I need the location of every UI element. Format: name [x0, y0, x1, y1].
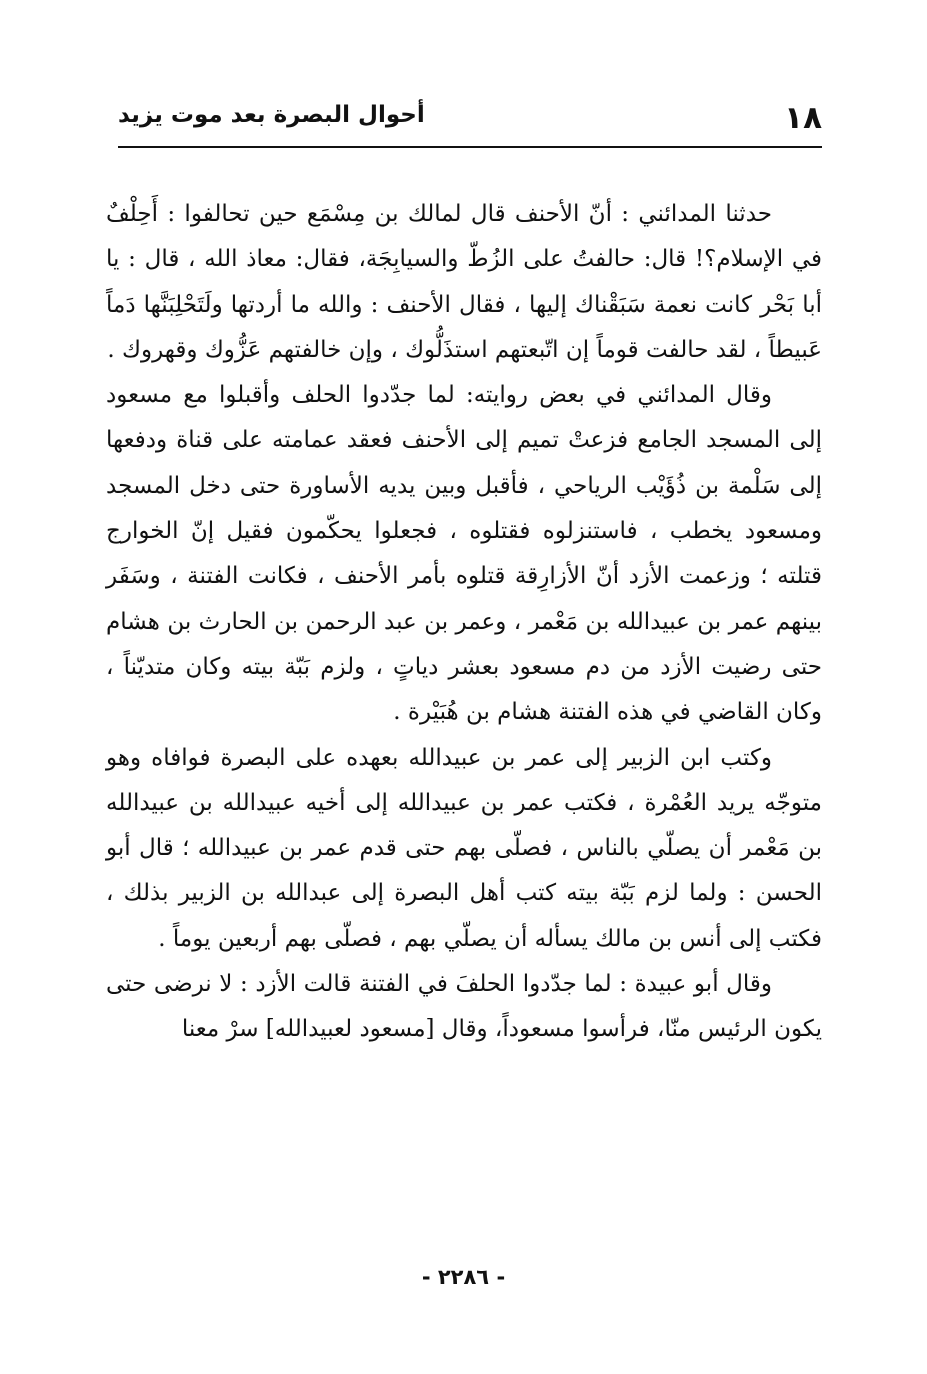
header-divider [118, 146, 822, 148]
running-title: أحوال البصرة بعد موت يزيد [118, 102, 425, 128]
page-number: ١٨ [784, 100, 822, 136]
body-text [106, 192, 822, 1053]
page-footer-marker: - ٢٢٨٦ - [421, 1265, 506, 1289]
page-header [118, 92, 822, 148]
paragraph-2: وقال المدائني في بعض روايته: لما جدّدوا الحلف وأقبلوا مع مسعود إلى المسجد الجامع فزعتْ تميم إلى الأحنف فعقد عمامته على قناة ودفعها إلى سَلْمة بن ذُؤَيْب الرياحي ، فأقبل وبين يديه الأساورة حتى دخل المسجد ومسعود يخطب ، فاستنزلوه فقتلوه ، فجعلوا يحكّمون فقيل إنّ الخوارج قتلته ؛ وزعمت الأزد أنّ الأزارِقة قتلوه بأمر الأحنف ، فكانت الفتنة ، وسَفَر بينهم عمر بن عبيدالله بن مَعْمر ، وعمر بن عبد الرحمن بن الحارث بن هشام حتى رضيت الأزد من دم مسعود بعشر دياتٍ ، ولزم بَبّة بيته وكان متديّناً ، وكان القاضي في هذه الفتنة هشام بن هُبَيْرة . [106, 382, 822, 726]
paragraph-4: وقال أبو عبيدة : لما جدّدوا الحلفَ في الفتنة قالت الأزد : لا نرضى حتى يكون الرئيس منّا، فرأسوا مسعوداً، وقال [مسعود لعبيدالله] سرْ معنا [106, 971, 822, 1043]
paragraph-1: حدثنا المدائني : أنّ الأحنف قال لمالك بن مِسْمَع حين تحالفوا : أَحِلْفٌ في الإسلام؟! قال: حالفتُ على الزُطّ والسيابِجَة، فقال: معاذ الله ، قال : يا أبا بَحْر كانت نعمة سَبَقْناك إليها ، فقال الأحنف : والله ما أردتها ولَتَحْلِبَنَّها دَماً عَبيطاً ، لقد حالفت قوماً إن اتّبعتهم استذَلُّوك ، وإن خالفتهم عَزُّوك وقهروك . [106, 201, 822, 363]
paragraph-3: وكتب ابن الزبير إلى عمر بن عبيدالله بعهده على البصرة فوافاه وهو متوجّه يريد العُمْرة ، فكتب عمر بن عبيدالله إلى أخيه عبيدالله بن عبيدالله بن مَعْمر أن يصلّي بالناس ، فصلّى بهم حتى قدم عمر بن عبيدالله ؛ قال أبو الحسن : ولما لزم بَبّة بيته كتب أهل البصرة إلى عبدالله بن الزبير بذلك ، فكتب إلى أنس بن مالك يسأله أن يصلّي بهم ، فصلّى بهم أربعين يوماً . [106, 744, 822, 952]
